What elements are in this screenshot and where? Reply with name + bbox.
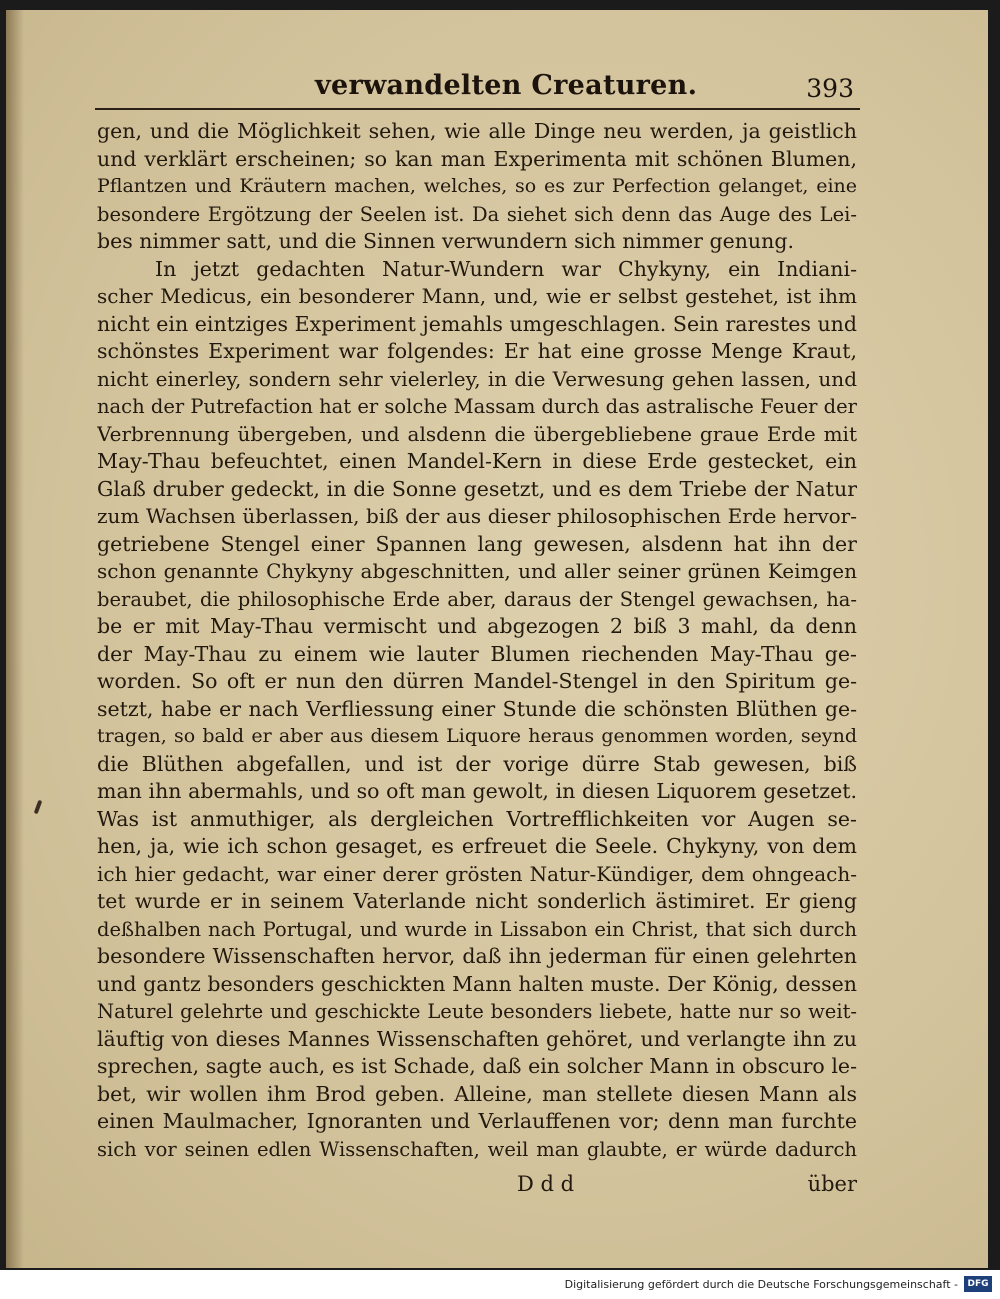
text-line: Verbrennung übergeben, und alsdenn die übergebliebene graue Erde mit: [97, 421, 857, 446]
text-line: be er mit May-Thau vermischt und abgezogen 2 biß 3 mahl, da denn: [97, 614, 857, 638]
text-line: läuftig von dieses Mannes Wissenschaften gehöret, und verlangte ihn zu: [97, 1026, 857, 1051]
text-line: der May-Thau zu einem wie lauter Blumen riechenden May-Thau ge-: [97, 641, 857, 666]
text-line: einen Maulmacher, Ignoranten und Verlauffenen vor; denn man furchte: [97, 1109, 857, 1133]
text-line: worden. So oft er nun den dürren Mandel-Stengel in den Spiritum ge-: [97, 669, 857, 693]
text-line: tragen, so bald er aber aus diesem Liquore heraus genommen worden, seynd: [97, 725, 857, 747]
text-line: nicht ein eintziges Experiment jemahls umgeschlagen. Sein rarestes und: [97, 311, 857, 336]
text-line: und verklärt erscheinen; so kan man Experimenta mit schönen Blumen,: [97, 146, 857, 171]
text-line: bet, wir wollen ihm Brod geben. Alleine, man stellete diesen Mann als: [97, 1081, 857, 1106]
text-line: sich vor seinen edlen Wissenschaften, weil man glaubte, er würde dadurch: [97, 1137, 857, 1161]
text-line: besondere Wissenschaften hervor, daß ihn jederman für einen gelehrten: [97, 944, 857, 968]
text-line: hen, ja, wie ich schon gesaget, es erfreuet die Seele. Chykyny, von dem: [97, 834, 857, 858]
text-line: sprechen, sagte auch, es ist Schade, daß ein solcher Mann in obscuro le-: [97, 1054, 857, 1078]
text-line: deßhalben nach Portugal, und wurde in Lissabon ein Christ, that sich durch: [97, 917, 857, 941]
page-gutter-shadow: [6, 10, 24, 1268]
text-line: und gantz besonders geschickten Mann halten muste. Der König, dessen: [97, 971, 857, 996]
dfg-logo-icon: DFG: [964, 1276, 992, 1292]
text-line: gen, und die Möglichkeit sehen, wie alle Dinge neu werden, ja geistlich: [97, 119, 857, 143]
text-line: nicht einerley, sondern sehr vielerley, in die Verwesung gehen lassen, und: [97, 366, 857, 391]
text-line: Naturel gelehrte und geschickte Leute besonders liebete, hatte nur so weit-: [97, 1000, 857, 1023]
text-line: setzt, habe er nach Verfliessung einer Stunde die schönsten Blüthen ge-: [97, 696, 857, 721]
text-line: besondere Ergötzung der Seelen ist. Da siehet sich denn das Auge des Lei-: [97, 202, 857, 226]
page-footer: [97, 1172, 857, 1202]
text-line: zum Wachsen überlassen, biß der aus dieser philosophischen Erde hervor-: [97, 504, 857, 528]
text-line: getriebene Stengel einer Spannen lang gewesen, alsdenn hat ihn der: [97, 531, 857, 556]
text-line: schönstes Experiment war folgendes: Er hat eine grosse Menge Kraut,: [97, 339, 857, 363]
body-text: [97, 118, 857, 1163]
page-header: [95, 68, 860, 108]
digitization-credit: Digitalisierung gefördert durch die Deutsche Forschungsgemeinschaft -: [564, 1278, 958, 1291]
text-line: bes nimmer satt, und die Sinnen verwundern sich nimmer genung.: [97, 229, 794, 253]
text-line: die Blüthen abgefallen, und ist der vorige dürre Stab gewesen, biß: [97, 751, 857, 776]
text-line: nach der Putrefaction hat er solche Massam durch das astralische Feuer der: [97, 395, 857, 418]
text-line: ich hier gedacht, war einer derer grösten Natur-Kündiger, dem ohngeach-: [97, 861, 857, 886]
text-line: man ihn abermahls, und so oft man gewolt, in diesen Liquorem gesetzet.: [97, 779, 857, 803]
text-line: May-Thau befeuchtet, einen Mandel-Kern in diese Erde gestecket, ein: [97, 449, 857, 473]
text-line: Glaß druber gedeckt, in die Sonne gesetzt, und es dem Triebe der Natur: [97, 476, 857, 501]
text-line: beraubet, die philosophische Erde aber, daraus der Stengel gewachsen, ha-: [97, 587, 857, 611]
running-title: verwandelten Creaturen.: [315, 70, 698, 101]
text-line: scher Medicus, ein besonderer Mann, und, wie er selbst gestehet, ist ihm: [97, 284, 857, 308]
text-line: Was ist anmuthiger, als dergleichen Vortrefflichkeiten vor Augen se-: [97, 806, 857, 831]
catchword: über: [807, 1172, 857, 1196]
page-number: 393: [806, 74, 854, 103]
header-rule: [95, 108, 860, 110]
signature-mark: D d d: [517, 1172, 575, 1196]
text-line: tet wurde er in seinem Vaterlande nicht sonderlich ästimiret. Er gieng: [97, 889, 857, 913]
text-line: Pflantzen und Kräutern machen, welches, so es zur Perfection gelanget, eine: [97, 175, 857, 197]
text-line: schon genannte Chykyny abgeschnitten, und aller seiner grünen Keimgen: [97, 559, 857, 583]
text-line: In jetzt gedachten Natur-Wundern war Chykyny, ein Indiani-: [155, 256, 857, 281]
